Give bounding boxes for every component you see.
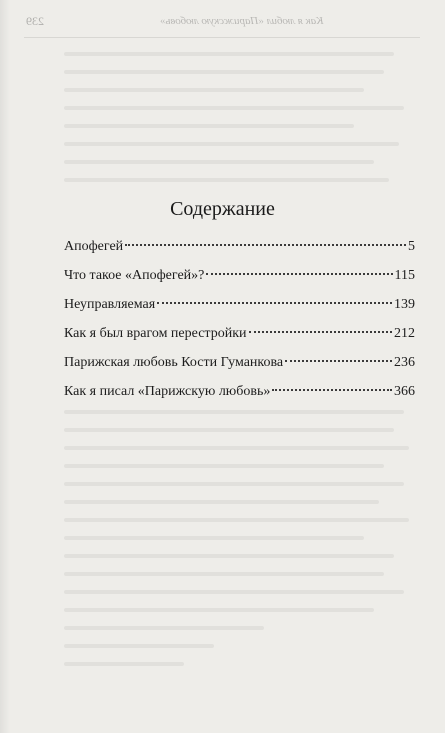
table-of-contents (64, 236, 415, 410)
toc-entry[interactable] (64, 381, 415, 410)
dot-leader (285, 360, 392, 362)
dot-leader (249, 331, 393, 333)
toc-entry-title: Что такое «Апофегей»? (64, 268, 205, 283)
toc-entry-page: 115 (394, 268, 415, 283)
running-head: Как я любил «Парижскую любовь» (160, 15, 324, 27)
page-header (0, 14, 445, 32)
toc-entry-page: 139 (394, 297, 415, 312)
dot-leader (206, 273, 392, 275)
toc-entry[interactable] (64, 265, 415, 294)
toc-entry-page: 212 (394, 326, 415, 341)
toc-entry[interactable] (64, 352, 415, 381)
dot-leader (157, 302, 392, 304)
toc-entry[interactable] (64, 294, 415, 323)
toc-entry[interactable] (64, 236, 415, 265)
toc-entry-title: Парижская любовь Кости Гуманкова (64, 355, 284, 370)
toc-entry-title: Как я был врагом перестройки (64, 326, 247, 341)
dot-leader (125, 244, 406, 246)
toc-entry-title: Апофегей (64, 239, 124, 254)
toc-title: Содержание (170, 198, 275, 220)
toc-entry-page: 5 (408, 239, 415, 254)
header-rule (24, 37, 420, 38)
toc-entry-title: Неуправляемая (64, 297, 156, 312)
page-number: 239 (26, 14, 44, 28)
toc-entry-page: 366 (394, 384, 415, 399)
dot-leader (272, 389, 392, 391)
toc-entry[interactable] (64, 323, 415, 352)
toc-entry-title: Как я писал «Парижскую любовь» (64, 384, 271, 399)
toc-entry-page: 236 (394, 355, 415, 370)
